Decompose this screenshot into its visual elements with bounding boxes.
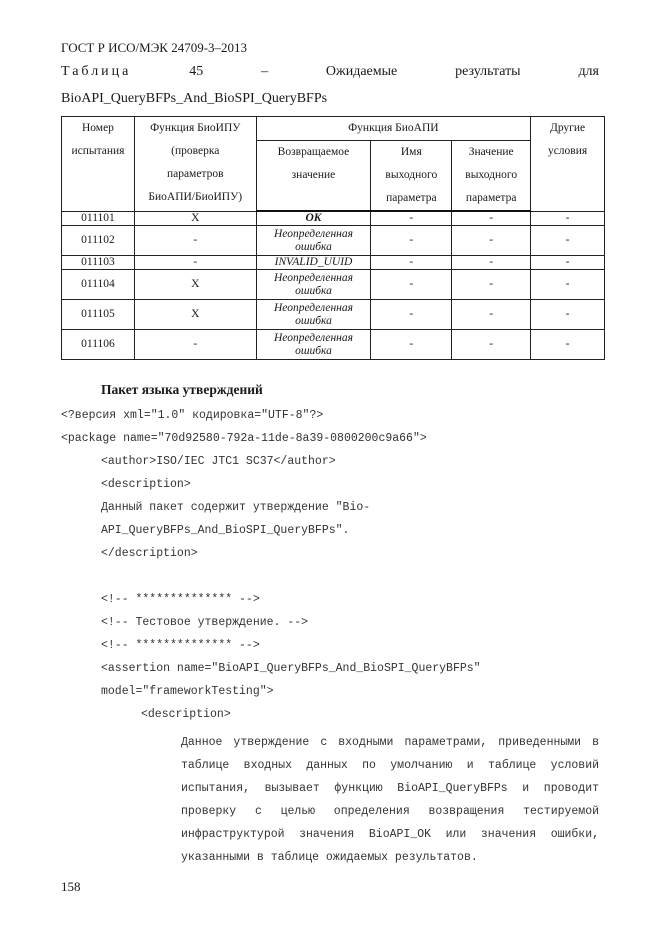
code-line: <!-- ************** --> bbox=[101, 639, 260, 652]
cell-value: - bbox=[452, 211, 531, 226]
code-line: <author>ISO/IEC JTC1 SC37</author> bbox=[101, 455, 336, 468]
cell-value: - bbox=[452, 226, 531, 256]
cell-check: X bbox=[134, 270, 256, 300]
header-output-value: Значение выходного параметра bbox=[452, 141, 531, 212]
cell-other: - bbox=[531, 256, 605, 270]
section-title: Пакет языка утверждений bbox=[101, 382, 263, 397]
cell-name: - bbox=[371, 300, 452, 330]
caption-word: для bbox=[578, 64, 599, 79]
header-other-conditions: Другие условия bbox=[531, 117, 605, 212]
code-line: </description> bbox=[101, 547, 198, 560]
code-line: <!-- ************** --> bbox=[101, 593, 260, 606]
header-bioipu-function: Функция БиоИПУ (проверка параметров БиоАПИ/БиоИПУ) bbox=[134, 117, 256, 212]
table-row bbox=[62, 226, 605, 256]
cell-name: - bbox=[371, 330, 452, 360]
cell-name: - bbox=[371, 226, 452, 256]
table-row bbox=[62, 330, 605, 360]
cell-return: Неопределенная ошибка bbox=[256, 330, 371, 360]
caption-word: 45 bbox=[189, 64, 204, 79]
code-line: model="frameworkTesting"> bbox=[101, 685, 274, 698]
cell-id: 011106 bbox=[62, 330, 135, 360]
cell-other: - bbox=[531, 211, 605, 226]
caption-word: – bbox=[261, 64, 269, 79]
cell-id: 011102 bbox=[62, 226, 135, 256]
header-return-value: Возвращаемое значение bbox=[256, 141, 371, 212]
cell-other: - bbox=[531, 330, 605, 360]
cell-id: 011105 bbox=[62, 300, 135, 330]
header-bioapi-function: Функция БиоАПИ bbox=[256, 117, 531, 141]
cell-value: - bbox=[452, 256, 531, 270]
cell-other: - bbox=[531, 226, 605, 256]
document-header: ГОСТ Р ИСО/МЭК 24709-3–2013 bbox=[61, 40, 248, 55]
cell-return: Неопределенная ошибка bbox=[256, 226, 371, 256]
cell-return: Неопределенная ошибка bbox=[256, 300, 371, 330]
table-row bbox=[62, 211, 605, 226]
code-line: <description> bbox=[141, 708, 231, 721]
cell-id: 011101 bbox=[62, 211, 135, 226]
caption-word: Таблица bbox=[61, 64, 132, 79]
table-caption-line2: BioAPI_QueryBFPs_And_BioSPI_QueryBFPs bbox=[61, 91, 328, 106]
expected-results-table bbox=[61, 116, 605, 360]
assertion-description: Данное утверждение с входными параметрами, приведенными в таблице входных данных по умолчанию и таблице условий испытания, вызывает функцию BioAPI_QueryBFPs и проводит проверку с целью определения возвращения тестируемой инфраструктурой значения BioAPI_OK или значения ошибки, указанными в таблице ожидаемых результатов. bbox=[181, 736, 599, 864]
cell-return: INVALID_UUID bbox=[256, 256, 371, 270]
caption-word: результаты bbox=[455, 64, 521, 79]
table-row bbox=[62, 256, 605, 270]
code-line: Данный пакет содержит утверждение "Bio- bbox=[101, 501, 371, 514]
cell-value: - bbox=[452, 300, 531, 330]
code-line: <?версия xml="1.0" кодировка="UTF-8"?> bbox=[61, 409, 324, 422]
cell-return: OK bbox=[256, 211, 371, 226]
cell-id: 011104 bbox=[62, 270, 135, 300]
cell-id: 011103 bbox=[62, 256, 135, 270]
cell-name: - bbox=[371, 270, 452, 300]
header-output-name: Имя выходного параметра bbox=[371, 141, 452, 212]
cell-value: - bbox=[452, 270, 531, 300]
code-line: <assertion name="BioAPI_QueryBFPs_And_BioSPI_QueryBFPs" bbox=[101, 662, 481, 675]
cell-other: - bbox=[531, 300, 605, 330]
cell-other: - bbox=[531, 270, 605, 300]
caption-word: Ожидаемые bbox=[325, 64, 398, 79]
cell-check: - bbox=[134, 256, 256, 270]
cell-value: - bbox=[452, 330, 531, 360]
code-line: <description> bbox=[101, 478, 191, 491]
table-row bbox=[62, 270, 605, 300]
table-caption-line1 bbox=[61, 64, 599, 80]
cell-check: - bbox=[134, 330, 256, 360]
table-row bbox=[62, 300, 605, 330]
code-line: <package name="70d92580-792a-11de-8a39-0800200c9a66"> bbox=[61, 432, 427, 445]
cell-check: X bbox=[134, 211, 256, 226]
header-test-number: Номер испытания bbox=[62, 117, 135, 212]
code-line: <!-- Тестовое утверждение. --> bbox=[101, 616, 309, 629]
page-number: 158 bbox=[61, 879, 81, 894]
cell-name: - bbox=[371, 211, 452, 226]
cell-name: - bbox=[371, 256, 452, 270]
cell-check: - bbox=[134, 226, 256, 256]
cell-check: X bbox=[134, 300, 256, 330]
code-line: API_QueryBFPs_And_BioSPI_QueryBFPs". bbox=[101, 524, 350, 537]
cell-return: Неопределенная ошибка bbox=[256, 270, 371, 300]
